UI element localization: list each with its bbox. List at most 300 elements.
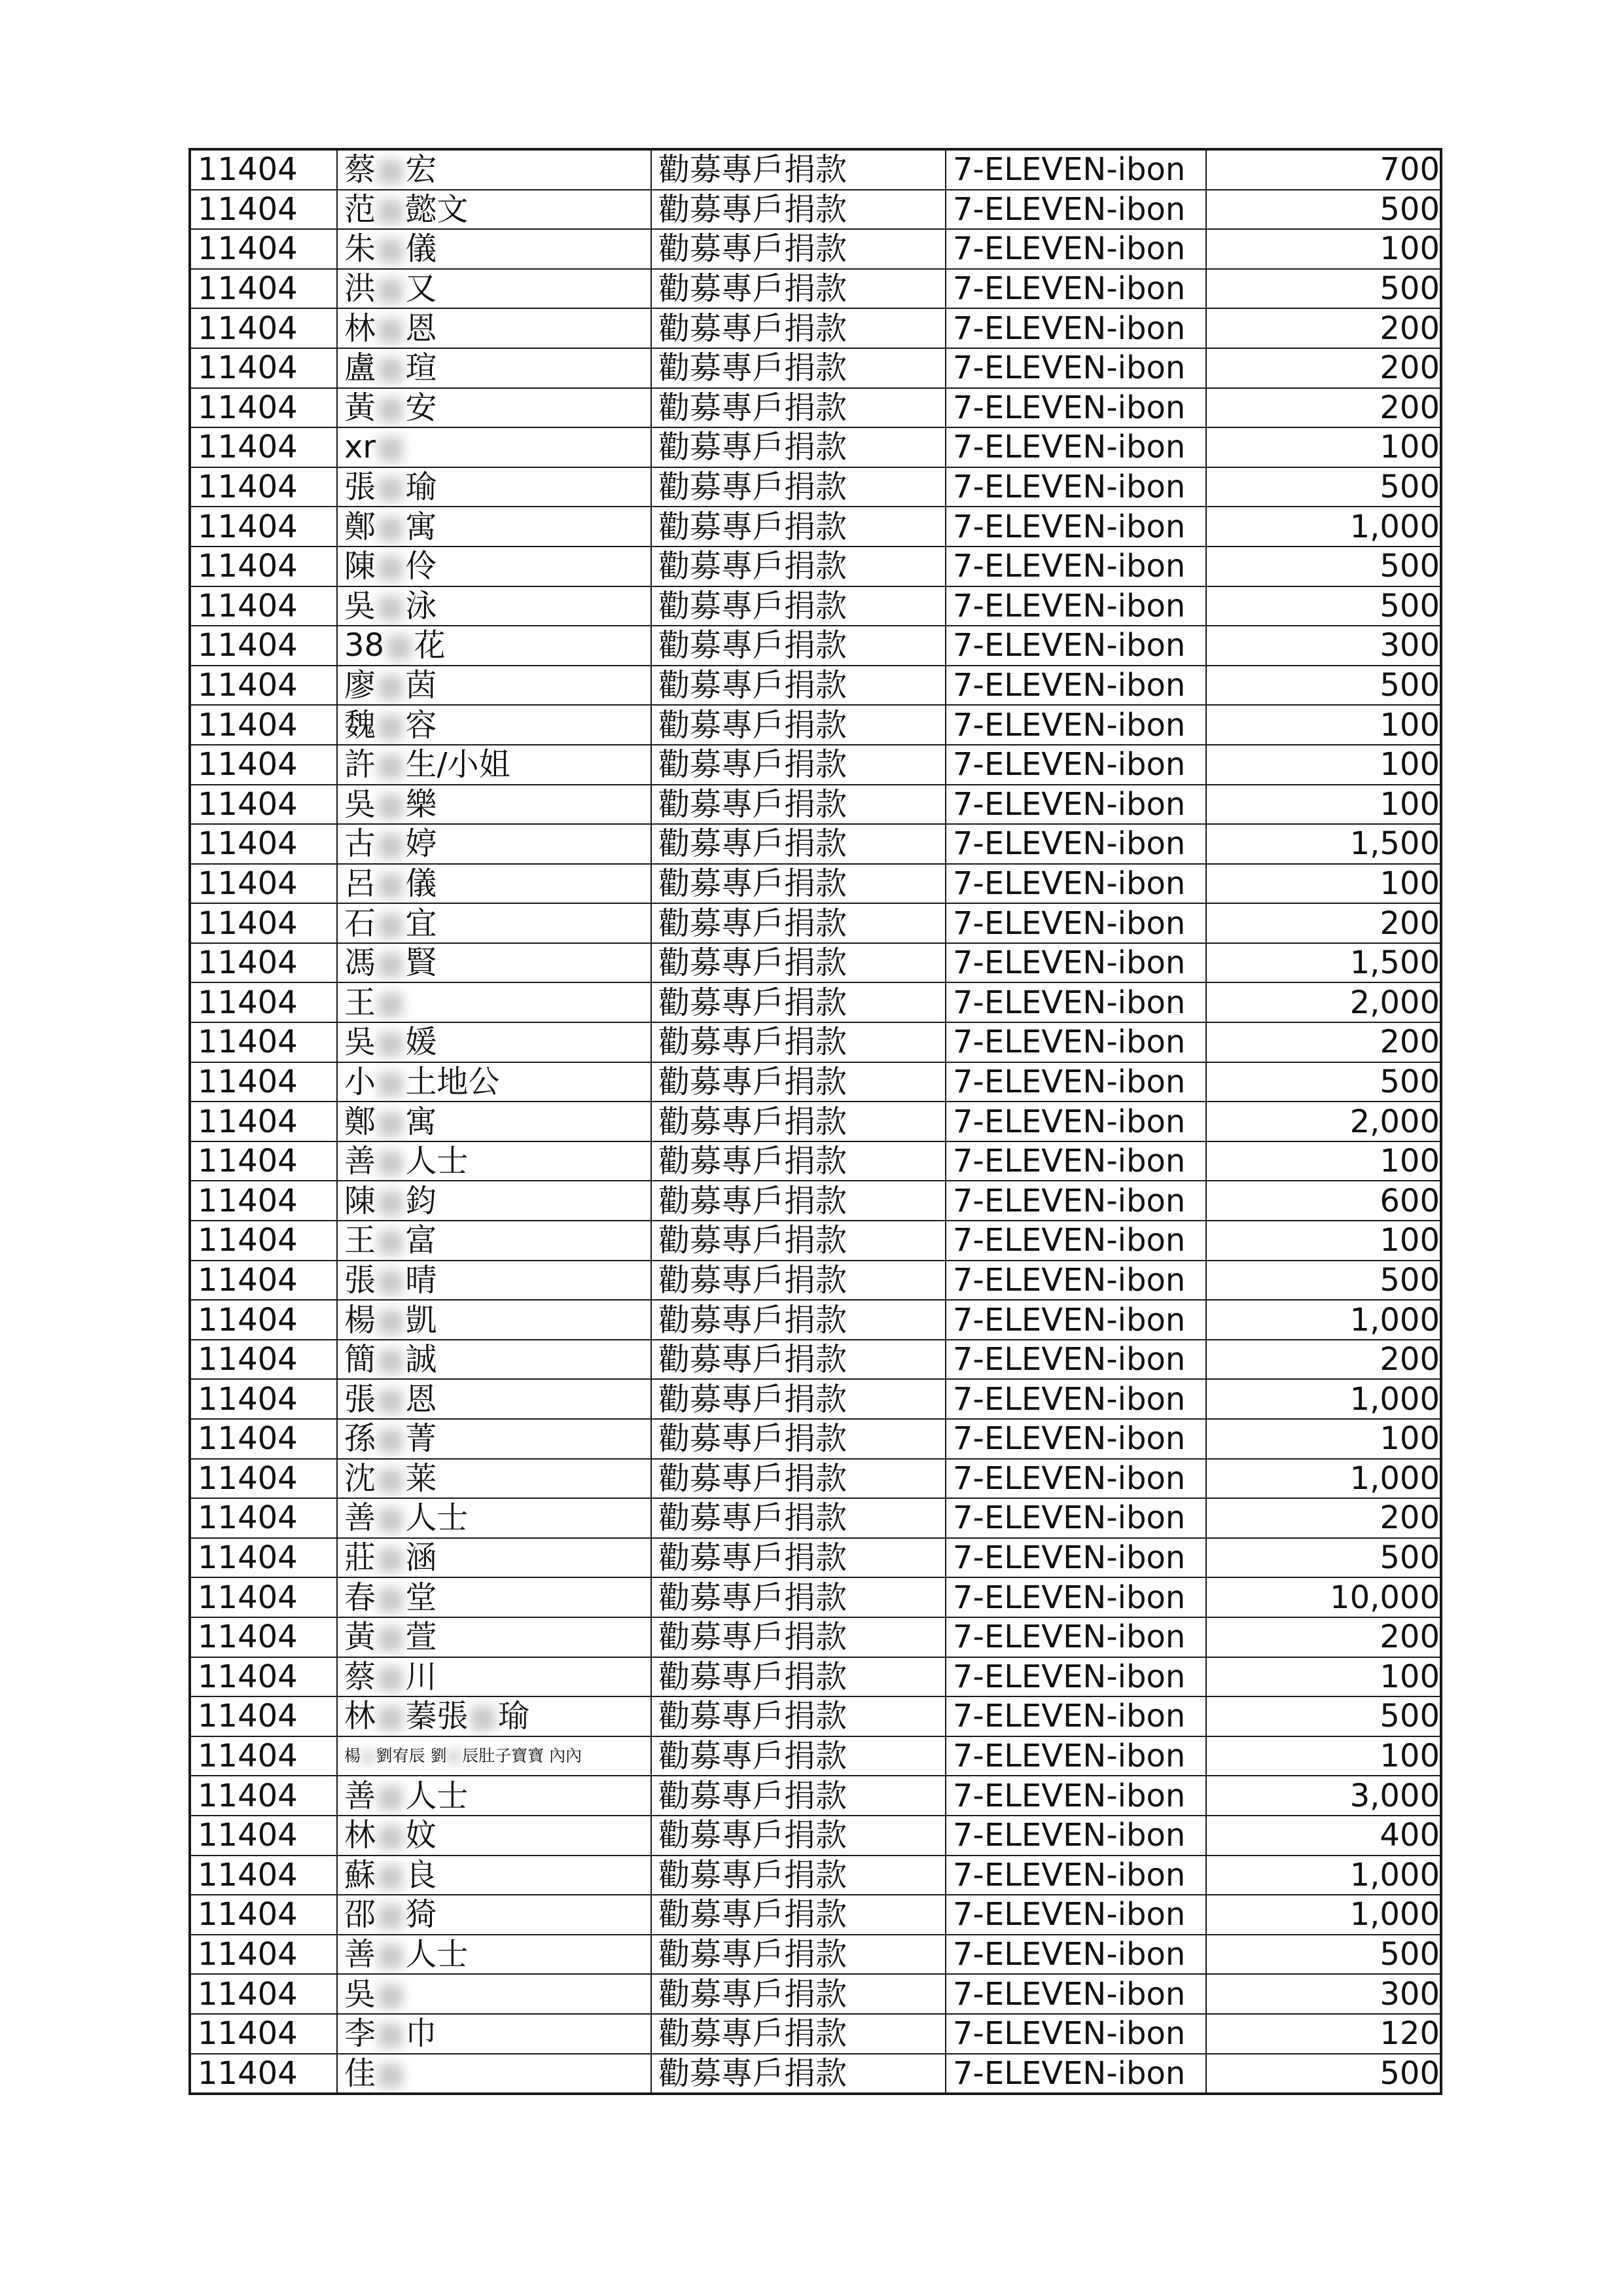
donor-name-cell: 佳■	[337, 2054, 651, 2094]
redacted-text: ■	[376, 1539, 406, 1577]
amount-cell: 1,000	[1206, 1300, 1441, 1340]
redacted-text: ■	[376, 1063, 406, 1100]
amount-cell: 100	[1206, 864, 1441, 904]
donor-name-cell: 古■婷	[337, 824, 651, 864]
table-row	[190, 2054, 1441, 2094]
redacted-text: ■	[376, 984, 406, 1021]
redacted-text: ■	[376, 706, 406, 744]
redacted-text: ■	[376, 270, 406, 308]
donation-type-cell: 勸募專戶捐款	[651, 1340, 946, 1380]
payment-method-cell: 7-ELEVEN-ibon	[946, 1696, 1206, 1736]
donation-type-cell: 勸募專戶捐款	[651, 547, 946, 586]
donor-name-cell: 王■	[337, 982, 651, 1022]
period-cell: 11404	[190, 1577, 337, 1617]
donor-name-cell: 春■堂	[337, 1577, 651, 1617]
period-cell: 11404	[190, 943, 337, 983]
amount-cell: 500	[1206, 2054, 1441, 2094]
redacted-text: ■	[376, 587, 406, 624]
table-row	[190, 308, 1441, 348]
period-cell: 11404	[190, 467, 337, 507]
period-cell: 11404	[190, 1657, 337, 1697]
donation-type-cell: 勸募專戶捐款	[651, 943, 946, 983]
table-row	[190, 1300, 1441, 1340]
redacted-text: ■	[376, 469, 406, 506]
period-cell: 11404	[190, 785, 337, 825]
redacted-text: ■	[376, 825, 406, 863]
donation-type-cell: 勸募專戶捐款	[651, 626, 946, 666]
redacted-text: ■	[376, 1301, 406, 1338]
payment-method-cell: 7-ELEVEN-ibon	[946, 1459, 1206, 1499]
payment-method-cell: 7-ELEVEN-ibon	[946, 308, 1206, 348]
redacted-text: ■	[376, 1777, 406, 1814]
redacted-text: ■	[376, 1261, 406, 1299]
payment-method-cell: 7-ELEVEN-ibon	[946, 269, 1206, 309]
amount-cell: 200	[1206, 1617, 1441, 1657]
table-row	[190, 903, 1441, 943]
redacted-text: ■	[376, 1143, 406, 1180]
redacted-text: ■	[376, 746, 406, 783]
payment-method-cell: 7-ELEVEN-ibon	[946, 2014, 1206, 2054]
donor-name-cell: 林■妏	[337, 1816, 651, 1856]
donor-name-cell: 蔡■宏	[337, 149, 651, 190]
amount-cell: 500	[1206, 1261, 1441, 1300]
redacted-text: ■	[376, 230, 406, 268]
donation-type-cell: 勸募專戶捐款	[651, 467, 946, 507]
table-row	[190, 467, 1441, 507]
period-cell: 11404	[190, 190, 337, 230]
redacted-text: ■	[468, 1698, 498, 1735]
donor-name-cell: 孫■菁	[337, 1419, 651, 1459]
payment-method-cell: 7-ELEVEN-ibon	[946, 1816, 1206, 1856]
donation-type-cell: 勸募專戶捐款	[651, 190, 946, 230]
table-row	[190, 1617, 1441, 1657]
redacted-text: ■	[376, 1024, 406, 1061]
donation-type-cell: 勸募專戶捐款	[651, 1895, 946, 1935]
period-cell: 11404	[190, 1340, 337, 1380]
amount-cell: 500	[1206, 269, 1441, 309]
table-row	[190, 745, 1441, 785]
donor-name-cell: 張■瑜	[337, 467, 651, 507]
redacted-text: ■	[376, 1975, 406, 2013]
amount-cell: 500	[1206, 1538, 1441, 1578]
amount-cell: 1,500	[1206, 824, 1441, 864]
redacted-text: ■	[376, 1619, 406, 1656]
table-row	[190, 149, 1441, 190]
payment-method-cell: 7-ELEVEN-ibon	[946, 388, 1206, 428]
redacted-text: ■	[376, 2015, 406, 2053]
donation-type-cell: 勸募專戶捐款	[651, 705, 946, 745]
donation-type-cell: 勸募專戶捐款	[651, 2054, 946, 2094]
donor-name-cell: 楊■凱	[337, 1300, 651, 1340]
period-cell: 11404	[190, 1459, 337, 1499]
amount-cell: 500	[1206, 467, 1441, 507]
table-row	[190, 1577, 1441, 1617]
payment-method-cell: 7-ELEVEN-ibon	[946, 1102, 1206, 1141]
period-cell: 11404	[190, 1419, 337, 1459]
table-row	[190, 1261, 1441, 1300]
donation-type-cell: 勸募專戶捐款	[651, 507, 946, 547]
period-cell: 11404	[190, 1696, 337, 1736]
donor-name-cell: 38■花	[337, 626, 651, 666]
redacted-text: ■	[376, 1817, 406, 1854]
donor-name-cell: 小■土地公	[337, 1062, 651, 1102]
payment-method-cell: 7-ELEVEN-ibon	[946, 229, 1206, 269]
redacted-text: ■	[376, 151, 406, 188]
donation-type-cell: 勸募專戶捐款	[651, 864, 946, 904]
period-cell: 11404	[190, 586, 337, 626]
amount-cell: 100	[1206, 1419, 1441, 1459]
payment-method-cell: 7-ELEVEN-ibon	[946, 1181, 1206, 1221]
donor-name-cell: 蔡■川	[337, 1657, 651, 1697]
amount-cell: 2,000	[1206, 982, 1441, 1022]
amount-cell: 200	[1206, 1498, 1441, 1538]
donation-type-cell: 勸募專戶捐款	[651, 745, 946, 785]
redacted-text: ■	[361, 1746, 376, 1766]
amount-cell: 100	[1206, 1141, 1441, 1181]
period-cell: 11404	[190, 1141, 337, 1181]
table-row	[190, 1657, 1441, 1697]
donor-name-cell: 吳■樂	[337, 785, 651, 825]
period-cell: 11404	[190, 1022, 337, 1062]
donation-type-cell: 勸募專戶捐款	[651, 1856, 946, 1895]
payment-method-cell: 7-ELEVEN-ibon	[946, 1856, 1206, 1895]
redacted-text: ■	[376, 1460, 406, 1497]
donation-type-cell: 勸募專戶捐款	[651, 1736, 946, 1776]
table-row	[190, 2014, 1441, 2054]
donation-type-cell: 勸募專戶捐款	[651, 824, 946, 864]
amount-cell: 100	[1206, 427, 1441, 467]
period-cell: 11404	[190, 1300, 337, 1340]
donation-type-cell: 勸募專戶捐款	[651, 586, 946, 626]
period-cell: 11404	[190, 547, 337, 586]
donor-name-cell: 馮■賢	[337, 943, 651, 983]
table-row	[190, 1062, 1441, 1102]
donor-name-cell: 林■恩	[337, 308, 651, 348]
payment-method-cell: 7-ELEVEN-ibon	[946, 1419, 1206, 1459]
payment-method-cell: 7-ELEVEN-ibon	[946, 1935, 1206, 1975]
donor-name-cell: 沈■莱	[337, 1459, 651, 1499]
donation-type-cell: 勸募專戶捐款	[651, 1974, 946, 2014]
amount-cell: 100	[1206, 1221, 1441, 1261]
amount-cell: 1,000	[1206, 1856, 1441, 1895]
payment-method-cell: 7-ELEVEN-ibon	[946, 745, 1206, 785]
donation-type-cell: 勸募專戶捐款	[651, 1419, 946, 1459]
table-row	[190, 1816, 1441, 1856]
period-cell: 11404	[190, 903, 337, 943]
donor-name-cell: 吳■媛	[337, 1022, 651, 1062]
table-row	[190, 785, 1441, 825]
redacted-text: ■	[376, 1896, 406, 1933]
period-cell: 11404	[190, 427, 337, 467]
donor-name-cell: 范■懿文	[337, 190, 651, 230]
period-cell: 11404	[190, 1498, 337, 1538]
donation-rows	[190, 149, 1441, 2094]
period-cell: 11404	[190, 1776, 337, 1816]
redacted-text: ■	[376, 1579, 406, 1616]
period-cell: 11404	[190, 666, 337, 706]
donation-type-cell: 勸募專戶捐款	[651, 1102, 946, 1141]
redacted-text: ■	[376, 1341, 406, 1378]
amount-cell: 10,000	[1206, 1577, 1441, 1617]
donation-type-cell: 勸募專戶捐款	[651, 1498, 946, 1538]
period-cell: 11404	[190, 1856, 337, 1895]
table-row	[190, 943, 1441, 983]
period-cell: 11404	[190, 2014, 337, 2054]
donation-type-cell: 勸募專戶捐款	[651, 1261, 946, 1300]
donor-name-cell: 善■人士	[337, 1935, 651, 1975]
donation-type-cell: 勸募專戶捐款	[651, 1181, 946, 1221]
amount-cell: 3,000	[1206, 1776, 1441, 1816]
donation-type-cell: 勸募專戶捐款	[651, 903, 946, 943]
donation-type-cell: 勸募專戶捐款	[651, 269, 946, 309]
period-cell: 11404	[190, 864, 337, 904]
period-cell: 11404	[190, 1102, 337, 1141]
redacted-text: ■	[376, 1420, 406, 1458]
donor-name-cell: 許■生/小姐	[337, 745, 651, 785]
period-cell: 11404	[190, 1221, 337, 1261]
donor-name-cell: 張■晴	[337, 1261, 651, 1300]
payment-method-cell: 7-ELEVEN-ibon	[946, 1736, 1206, 1776]
table-row	[190, 427, 1441, 467]
donation-type-cell: 勸募專戶捐款	[651, 1022, 946, 1062]
payment-method-cell: 7-ELEVEN-ibon	[946, 1577, 1206, 1617]
donor-name-cell: 洪■又	[337, 269, 651, 309]
payment-method-cell: 7-ELEVEN-ibon	[946, 348, 1206, 388]
table-row	[190, 864, 1441, 904]
donor-name-cell: 楊■劉宥辰 劉■辰肚子寶寶 內內	[337, 1736, 651, 1776]
redacted-text: ■	[376, 190, 406, 228]
redacted-text: ■	[376, 2054, 406, 2092]
redacted-text: ■	[384, 627, 414, 664]
period-cell: 11404	[190, 1935, 337, 1975]
donation-sheet	[188, 148, 1442, 2095]
amount-cell: 300	[1206, 626, 1441, 666]
amount-cell: 500	[1206, 1696, 1441, 1736]
amount-cell: 100	[1206, 785, 1441, 825]
payment-method-cell: 7-ELEVEN-ibon	[946, 149, 1206, 190]
amount-cell: 500	[1206, 547, 1441, 586]
donation-type-cell: 勸募專戶捐款	[651, 1816, 946, 1856]
redacted-text: ■	[376, 667, 406, 704]
donation-type-cell: 勸募專戶捐款	[651, 1221, 946, 1261]
period-cell: 11404	[190, 745, 337, 785]
table-row	[190, 1895, 1441, 1935]
amount-cell: 500	[1206, 1935, 1441, 1975]
redacted-text: ■	[376, 1103, 406, 1140]
redacted-text: ■	[376, 1222, 406, 1259]
period-cell: 11404	[190, 348, 337, 388]
donation-type-cell: 勸募專戶捐款	[651, 149, 946, 190]
donor-name-cell: 張■恩	[337, 1379, 651, 1419]
donor-name-cell: 陳■鈞	[337, 1181, 651, 1221]
payment-method-cell: 7-ELEVEN-ibon	[946, 1538, 1206, 1578]
donation-type-cell: 勸募專戶捐款	[651, 1577, 946, 1617]
payment-method-cell: 7-ELEVEN-ibon	[946, 824, 1206, 864]
redacted-text: ■	[376, 429, 406, 466]
period-cell: 11404	[190, 2054, 337, 2094]
amount-cell: 500	[1206, 666, 1441, 706]
donation-type-cell: 勸募專戶捐款	[651, 1776, 946, 1816]
redacted-text: ■	[376, 944, 406, 982]
table-row	[190, 1935, 1441, 1975]
amount-cell: 1,000	[1206, 1895, 1441, 1935]
donor-name-cell: 莊■涵	[337, 1538, 651, 1578]
donation-type-cell: 勸募專戶捐款	[651, 1459, 946, 1499]
donation-type-cell: 勸募專戶捐款	[651, 229, 946, 269]
payment-method-cell: 7-ELEVEN-ibon	[946, 1062, 1206, 1102]
period-cell: 11404	[190, 149, 337, 190]
table-row	[190, 1181, 1441, 1221]
donor-name-cell: 鄭■寓	[337, 507, 651, 547]
table-row	[190, 705, 1441, 745]
table-row	[190, 586, 1441, 626]
period-cell: 11404	[190, 1261, 337, 1300]
amount-cell: 300	[1206, 1974, 1441, 2014]
amount-cell: 500	[1206, 586, 1441, 626]
donor-name-cell: 林■蓁張■瑜	[337, 1696, 651, 1736]
redacted-text: ■	[376, 1182, 406, 1219]
payment-method-cell: 7-ELEVEN-ibon	[946, 427, 1206, 467]
amount-cell: 200	[1206, 308, 1441, 348]
payment-method-cell: 7-ELEVEN-ibon	[946, 1379, 1206, 1419]
donor-name-cell: 陳■伶	[337, 547, 651, 586]
amount-cell: 700	[1206, 149, 1441, 190]
donor-name-cell: 王■富	[337, 1221, 651, 1261]
redacted-text: ■	[376, 508, 406, 545]
donation-type-cell: 勸募專戶捐款	[651, 1657, 946, 1697]
redacted-text: ■	[376, 785, 406, 823]
period-cell: 11404	[190, 1816, 337, 1856]
donation-type-cell: 勸募專戶捐款	[651, 1141, 946, 1181]
donor-name-cell: 善■人士	[337, 1776, 651, 1816]
donation-type-cell: 勸募專戶捐款	[651, 1300, 946, 1340]
redacted-text: ■	[376, 1698, 406, 1735]
table-row	[190, 388, 1441, 428]
donation-type-cell: 勸募專戶捐款	[651, 2014, 946, 2054]
donor-name-cell: 簡■誠	[337, 1340, 651, 1380]
amount-cell: 200	[1206, 903, 1441, 943]
payment-method-cell: 7-ELEVEN-ibon	[946, 1617, 1206, 1657]
table-row	[190, 1102, 1441, 1141]
period-cell: 11404	[190, 1062, 337, 1102]
donor-name-cell: 吳■泳	[337, 586, 651, 626]
amount-cell: 200	[1206, 348, 1441, 388]
period-cell: 11404	[190, 982, 337, 1022]
table-row	[190, 1538, 1441, 1578]
payment-method-cell: 7-ELEVEN-ibon	[946, 705, 1206, 745]
donation-type-cell: 勸募專戶捐款	[651, 1935, 946, 1975]
payment-method-cell: 7-ELEVEN-ibon	[946, 190, 1206, 230]
donor-name-cell: 邵■猗	[337, 1895, 651, 1935]
amount-cell: 600	[1206, 1181, 1441, 1221]
amount-cell: 1,500	[1206, 943, 1441, 983]
donation-type-cell: 勸募專戶捐款	[651, 666, 946, 706]
amount-cell: 100	[1206, 229, 1441, 269]
period-cell: 11404	[190, 1736, 337, 1776]
payment-method-cell: 7-ELEVEN-ibon	[946, 1657, 1206, 1697]
payment-method-cell: 7-ELEVEN-ibon	[946, 467, 1206, 507]
amount-cell: 500	[1206, 1062, 1441, 1102]
redacted-text: ■	[376, 1856, 406, 1893]
payment-method-cell: 7-ELEVEN-ibon	[946, 2054, 1206, 2094]
table-row	[190, 1340, 1441, 1380]
payment-method-cell: 7-ELEVEN-ibon	[946, 864, 1206, 904]
redacted-text: ■	[446, 1746, 463, 1766]
payment-method-cell: 7-ELEVEN-ibon	[946, 903, 1206, 943]
period-cell: 11404	[190, 229, 337, 269]
table-row	[190, 1974, 1441, 2014]
table-row	[190, 626, 1441, 666]
donor-name-cell: 黃■萱	[337, 1617, 651, 1657]
period-cell: 11404	[190, 1181, 337, 1221]
amount-cell: 1,000	[1206, 507, 1441, 547]
amount-cell: 1,000	[1206, 1459, 1441, 1499]
donor-name-cell: xr■	[337, 427, 651, 467]
payment-method-cell: 7-ELEVEN-ibon	[946, 785, 1206, 825]
table-row	[190, 982, 1441, 1022]
payment-method-cell: 7-ELEVEN-ibon	[946, 943, 1206, 983]
donation-type-cell: 勸募專戶捐款	[651, 982, 946, 1022]
table-row	[190, 1736, 1441, 1776]
amount-cell: 100	[1206, 1736, 1441, 1776]
amount-cell: 100	[1206, 745, 1441, 785]
period-cell: 11404	[190, 626, 337, 666]
redacted-text: ■	[376, 350, 406, 387]
table-row	[190, 1022, 1441, 1062]
table-row	[190, 547, 1441, 586]
donor-name-cell: 石■宜	[337, 903, 651, 943]
payment-method-cell: 7-ELEVEN-ibon	[946, 507, 1206, 547]
donation-type-cell: 勸募專戶捐款	[651, 348, 946, 388]
donation-type-cell: 勸募專戶捐款	[651, 1062, 946, 1102]
redacted-text: ■	[376, 389, 406, 426]
table-row	[190, 507, 1441, 547]
table-row	[190, 229, 1441, 269]
table-row	[190, 1459, 1441, 1499]
donor-name-cell: 李■巾	[337, 2014, 651, 2054]
table-row	[190, 1379, 1441, 1419]
payment-method-cell: 7-ELEVEN-ibon	[946, 1974, 1206, 2014]
redacted-text: ■	[376, 1658, 406, 1695]
payment-method-cell: 7-ELEVEN-ibon	[946, 1895, 1206, 1935]
donation-type-cell: 勸募專戶捐款	[651, 1538, 946, 1578]
donor-name-cell: 吳■	[337, 1974, 651, 2014]
donor-name-cell: 善■人士	[337, 1498, 651, 1538]
table-row	[190, 1221, 1441, 1261]
payment-method-cell: 7-ELEVEN-ibon	[946, 1340, 1206, 1380]
period-cell: 11404	[190, 308, 337, 348]
amount-cell: 2,000	[1206, 1102, 1441, 1141]
payment-method-cell: 7-ELEVEN-ibon	[946, 1498, 1206, 1538]
payment-method-cell: 7-ELEVEN-ibon	[946, 1022, 1206, 1062]
amount-cell: 500	[1206, 190, 1441, 230]
donor-name-cell: 蘇■良	[337, 1856, 651, 1895]
donor-name-cell: 盧■瑄	[337, 348, 651, 388]
payment-method-cell: 7-ELEVEN-ibon	[946, 586, 1206, 626]
period-cell: 11404	[190, 388, 337, 428]
payment-method-cell: 7-ELEVEN-ibon	[946, 1300, 1206, 1340]
amount-cell: 1,000	[1206, 1379, 1441, 1419]
donor-name-cell: 鄭■寓	[337, 1102, 651, 1141]
donation-type-cell: 勸募專戶捐款	[651, 785, 946, 825]
table-row	[190, 190, 1441, 230]
table-row	[190, 269, 1441, 309]
redacted-text: ■	[376, 1499, 406, 1537]
donation-type-cell: 勸募專戶捐款	[651, 308, 946, 348]
payment-method-cell: 7-ELEVEN-ibon	[946, 547, 1206, 586]
table-row	[190, 1419, 1441, 1459]
period-cell: 11404	[190, 824, 337, 864]
